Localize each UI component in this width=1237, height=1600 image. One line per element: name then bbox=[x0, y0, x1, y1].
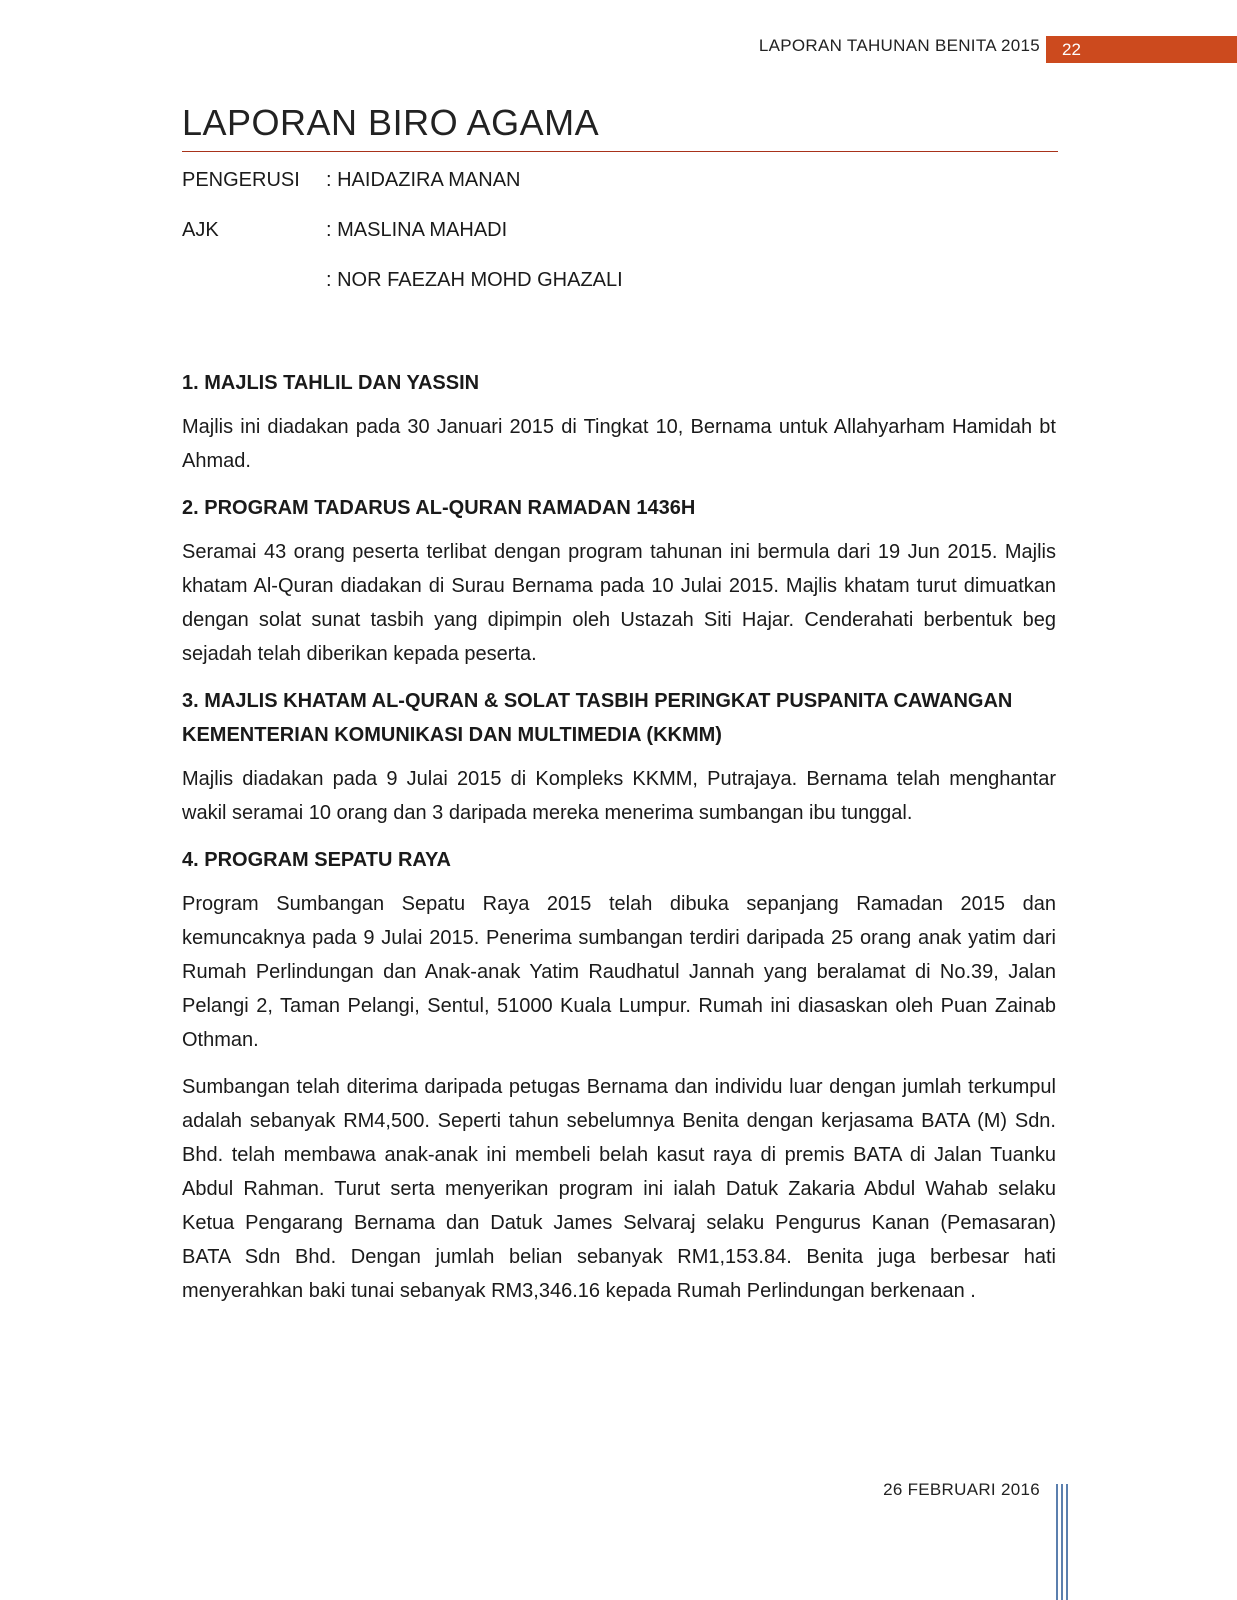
section-khatam-kkmm bbox=[182, 684, 1056, 830]
footer-bar-line bbox=[1056, 1484, 1058, 1600]
page-number-badge: 22 bbox=[1046, 36, 1237, 63]
footer-bar-line bbox=[1061, 1484, 1063, 1600]
footer-decorative-bars bbox=[1056, 1484, 1074, 1600]
committee-row-member bbox=[182, 266, 623, 316]
section-heading: 4. PROGRAM SEPATU RAYA bbox=[182, 849, 451, 871]
committee-name: : HAIDAZIRA MANAN bbox=[326, 169, 521, 191]
committee-role: AJK bbox=[182, 219, 219, 241]
committee-name: : NOR FAEZAH MOHD GHAZALI bbox=[326, 269, 623, 291]
committee-row-chair bbox=[182, 166, 623, 216]
running-header-title: LAPORAN TAHUNAN BENITA 2015 bbox=[758, 36, 1040, 55]
footer-date: 26 FEBRUARI 2016 bbox=[883, 1480, 1040, 1499]
title-underline-divider bbox=[182, 151, 1058, 152]
committee-role: PENGERUSI bbox=[182, 169, 300, 191]
committee-name: : MASLINA MAHADI bbox=[326, 219, 508, 241]
section-paragraph: Majlis ini diadakan pada 30 Januari 2015 di Tingkat 10, Bernama untuk Allahyarham Hamidah bt Ahmad. bbox=[182, 416, 1056, 472]
committee-list bbox=[182, 166, 623, 316]
section-majlis-tahlil bbox=[182, 366, 1056, 478]
section-tadarus-quran bbox=[182, 491, 1056, 671]
section-paragraph: Program Sumbangan Sepatu Raya 2015 telah dibuka sepanjang Ramadan 2015 dan kemuncaknya pada 9 Julai 2015. Penerima sumbangan terdiri daripada 25 orang anak yatim dari Rumah Perlindungan dan Anak-anak Yatim Raudhatul Jannah yang beralamat di No.39, Jalan Pelangi 2, Taman Pelangi, Sentul, 51000 Kuala Lumpur. Rumah ini diasaskan oleh Puan Zainab Othman. bbox=[182, 893, 1056, 1051]
section-sepatu-raya bbox=[182, 843, 1056, 1308]
page-title: LAPORAN BIRO AGAMA bbox=[182, 102, 600, 143]
section-heading: 2. PROGRAM TADARUS AL-QURAN RAMADAN 1436H bbox=[182, 497, 696, 519]
committee-role bbox=[182, 266, 326, 316]
section-paragraph: Majlis diadakan pada 9 Julai 2015 di Kompleks KKMM, Putrajaya. Bernama telah menghantar wakil seramai 10 orang dan 3 daripada mereka menerima sumbangan ibu tunggal. bbox=[182, 768, 1056, 824]
section-heading: 3. MAJLIS KHATAM AL-QURAN & SOLAT TASBIH PERINGKAT PUSPANITA CAWANGAN KEMENTERIAN KOMUNIKASI DAN MULTIMEDIA (KKMM) bbox=[182, 690, 1013, 746]
section-heading: 1. MAJLIS TAHLIL DAN YASSIN bbox=[182, 372, 480, 394]
section-paragraph: Sumbangan telah diterima daripada petugas Bernama dan individu luar dengan jumlah terkumpul adalah sebanyak RM4,500. Seperti tahun sebelumnya Benita dengan kerjasama BATA (M) Sdn. Bhd. telah membawa anak-anak ini membeli belah kasut raya di premis BATA di Jalan Tuanku Abdul Rahman. Turut serta menyerikan program ini ialah Datuk Zakaria Abdul Wahab selaku Ketua Pengarang Bernama dan Datuk James Selvaraj selaku Pengurus Kanan (Pemasaran) BATA Sdn Bhd. Dengan jumlah belian sebanyak RM1,153.84. Benita juga berbesar hati menyerahkan baki tunai sebanyak RM3,346.16 kepada Rumah Perlindungan berkenaan . bbox=[182, 1076, 1056, 1302]
committee-row-member bbox=[182, 216, 623, 266]
footer-bar-line bbox=[1066, 1484, 1068, 1600]
section-paragraph: Seramai 43 orang peserta terlibat dengan program tahunan ini bermula dari 19 Jun 2015. Majlis khatam Al-Quran diadakan di Surau Bernama pada 10 Julai 2015. Majlis khatam turut dimuatkan dengan solat sunat tasbih yang dipimpin oleh Ustazah Siti Hajar. Cenderahati berbentuk beg sejadah telah diberikan kepada peserta. bbox=[182, 541, 1056, 665]
report-content bbox=[182, 366, 1056, 1321]
